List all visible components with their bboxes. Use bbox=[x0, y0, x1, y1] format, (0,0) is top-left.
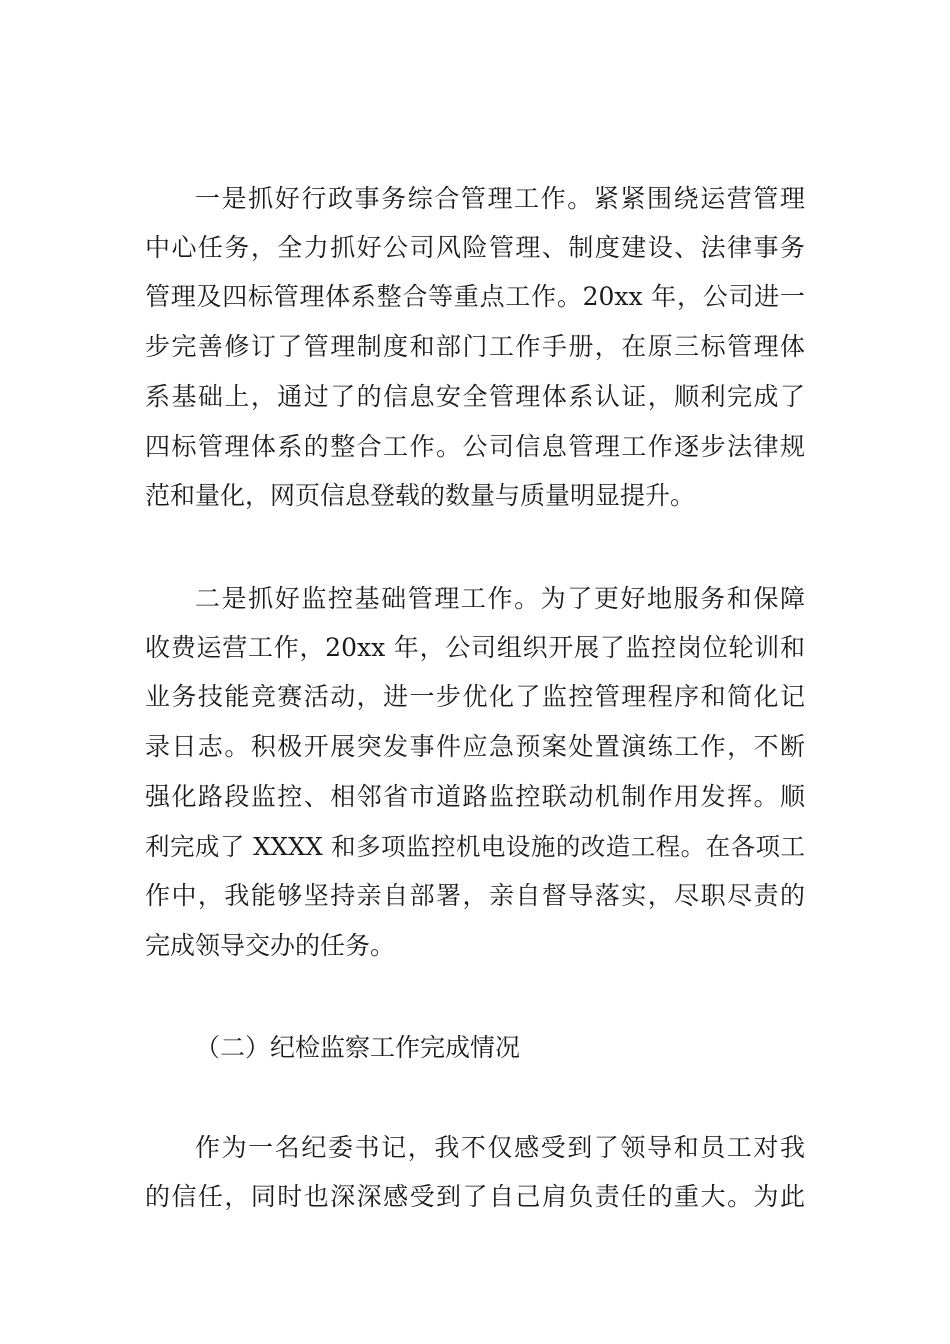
paragraph-3-line-2: 的信任，同时也深深感受到了自己肩负责任的重大。为此 bbox=[145, 1182, 805, 1211]
paragraph-1-line-5: 系基础上，通过了的信息安全管理体系认证，顺利完成了 bbox=[145, 382, 805, 411]
paragraph-2-line-8: 完成领导交办的任务。 bbox=[145, 931, 396, 960]
paragraph-2-line-1: 二是抓好监控基础管理工作。为了更好地服务和保障 bbox=[195, 584, 805, 613]
paragraph-2-line-7: 作中，我能够坚持亲自部署，亲自督导落实，尽职尽责的 bbox=[145, 881, 805, 910]
paragraph-2-line-6: 利完成了 XXXX 和多项监控机电设施的改造工程。在各项工 bbox=[145, 832, 805, 861]
paragraph-2-line-2: 收费运营工作，20xx 年，公司组织开展了监控岗位轮训和 bbox=[145, 633, 805, 662]
paragraph-1-line-7: 范和量化，网页信息登载的数量与质量明显提升。 bbox=[145, 481, 696, 510]
paragraph-3-line-1: 作为一名纪委书记，我不仅感受到了领导和员工对我 bbox=[195, 1133, 805, 1162]
section-heading: （二）纪检监察工作完成情况 bbox=[195, 1033, 521, 1062]
paragraph-1-line-1: 一是抓好行政事务综合管理工作。紧紧围绕运营管理 bbox=[195, 184, 805, 213]
paragraph-2-line-4: 录日志。积极开展突发事件应急预案处置演练工作，不断 bbox=[145, 732, 805, 761]
paragraph-1-line-3: 管理及四标管理体系整合等重点工作。20xx 年，公司进一 bbox=[145, 282, 805, 311]
paragraph-1-line-6: 四标管理体系的整合工作。公司信息管理工作逐步法律规 bbox=[145, 432, 805, 461]
paragraph-2-line-5: 强化路段监控、相邻省市道路监控联动机制作用发挥。顺 bbox=[145, 782, 805, 811]
paragraph-2-line-3: 业务技能竞赛活动，进一步优化了监控管理程序和简化记 bbox=[145, 682, 805, 711]
paragraph-1-line-2: 中心任务，全力抓好公司风险管理、制度建设、法律事务 bbox=[145, 233, 805, 262]
paragraph-1-line-4: 步完善修订了管理制度和部门工作手册，在原三标管理体 bbox=[145, 332, 805, 361]
